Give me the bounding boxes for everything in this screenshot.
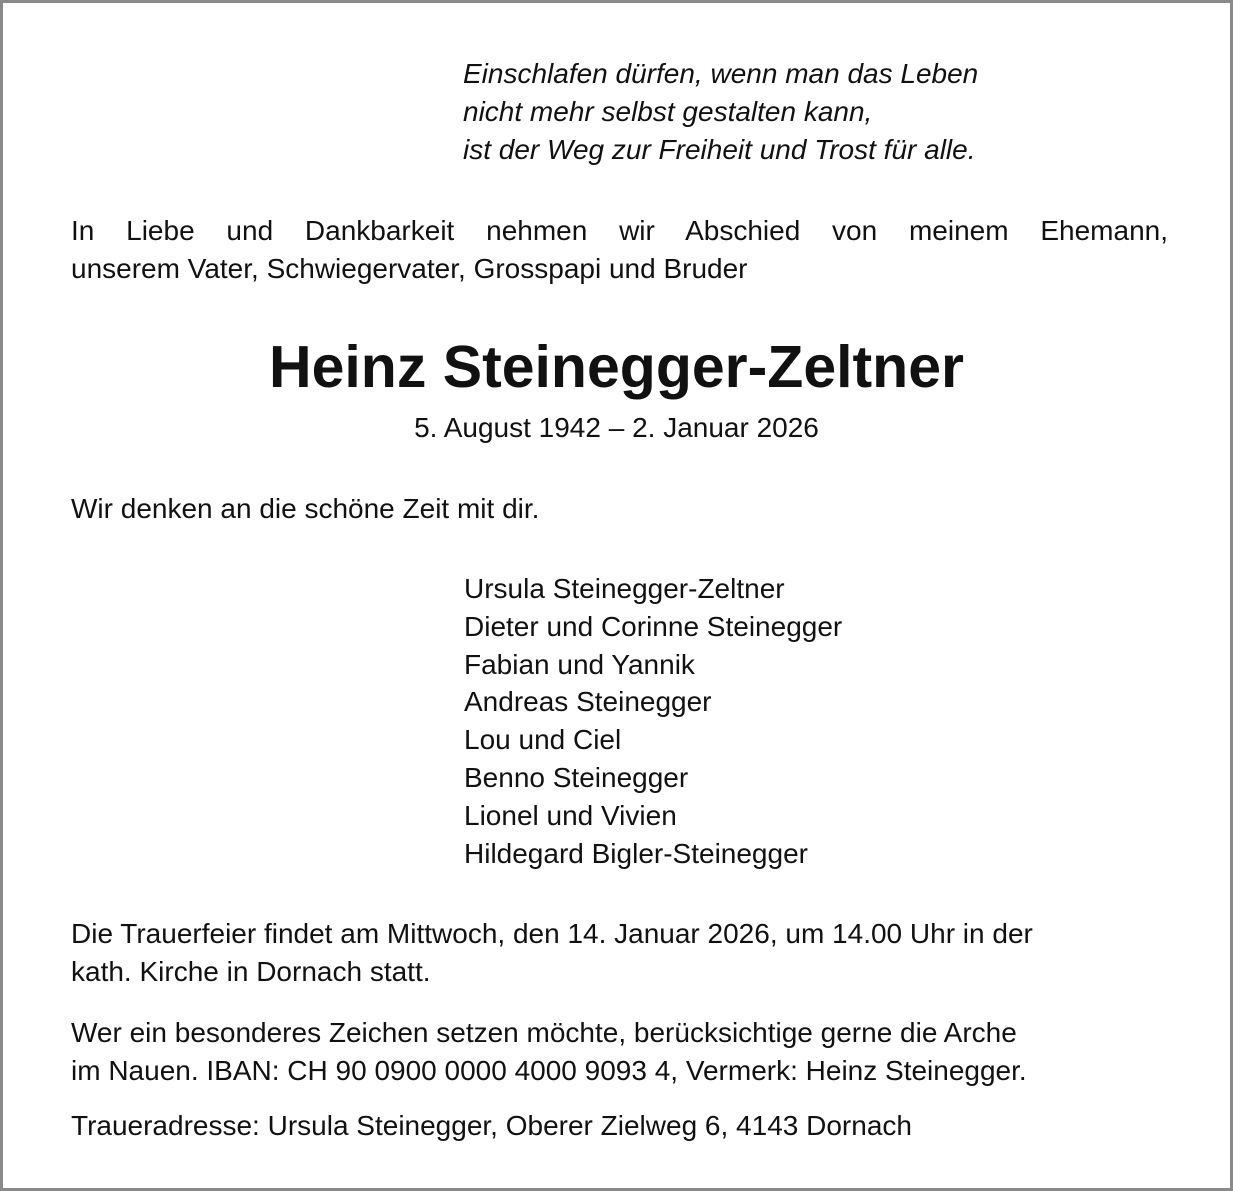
mourner-item: Andreas Steinegger xyxy=(464,686,712,718)
mourner-item: Hildegard Bigler-Steinegger xyxy=(464,837,808,869)
mourning-address: Traueradresse: Ursula Steinegger, Oberer Zielweg 6, 4143 Dornach xyxy=(71,1110,912,1141)
intro-line: unserem Vater, Schwiegervater, Grosspapi und Bruder xyxy=(71,253,748,284)
donation-line: Wer ein besonderes Zeichen setzen möchte, berücksichtige gerne die Arche xyxy=(71,1017,1017,1048)
mourner-item: Dieter und Corinne Steinegger xyxy=(464,610,843,642)
mourner-item: Ursula Steinegger-Zeltner xyxy=(464,573,785,604)
ceremony-line: Die Trauerfeier findet am Mittwoch, den 14. Januar 2026, um 14.00 Uhr in der xyxy=(71,918,1033,949)
intro-paragraph xyxy=(71,212,1168,288)
deceased-name: Heinz Steinegger-Zeltner xyxy=(268,334,964,400)
motto-line: nicht mehr selbst gestalten kann, xyxy=(463,96,873,127)
mourner-item: Benno Steinegger xyxy=(464,761,689,793)
mourner-item: Lou und Ciel xyxy=(464,724,622,756)
remembrance-line: Wir denken an die schöne Zeit mit dir. xyxy=(71,493,540,524)
mourner-item: Fabian und Yannik xyxy=(464,648,695,680)
ceremony-line: kath. Kirche in Dornach statt. xyxy=(71,956,431,987)
mourner-item: Lionel und Vivien xyxy=(464,799,677,831)
intro-line: In Liebe und Dankbarkeit nehmen wir Abschied von meinem Ehemann, xyxy=(71,215,1168,246)
motto-line: ist der Weg zur Freiheit und Trost für alle. xyxy=(463,134,976,165)
donation-line: im Nauen. IBAN: CH 90 0900 0000 4000 9093 4, Vermerk: Heinz Steinegger. xyxy=(71,1055,1027,1086)
life-dates: 5. August 1942 – 2. Januar 2026 xyxy=(414,412,819,443)
motto-quote xyxy=(463,55,978,169)
ceremony-paragraph xyxy=(71,915,1168,991)
mourners-list xyxy=(464,570,842,872)
donation-paragraph xyxy=(71,1014,1168,1090)
motto-line: Einschlafen dürfen, wenn man das Leben xyxy=(463,58,979,89)
